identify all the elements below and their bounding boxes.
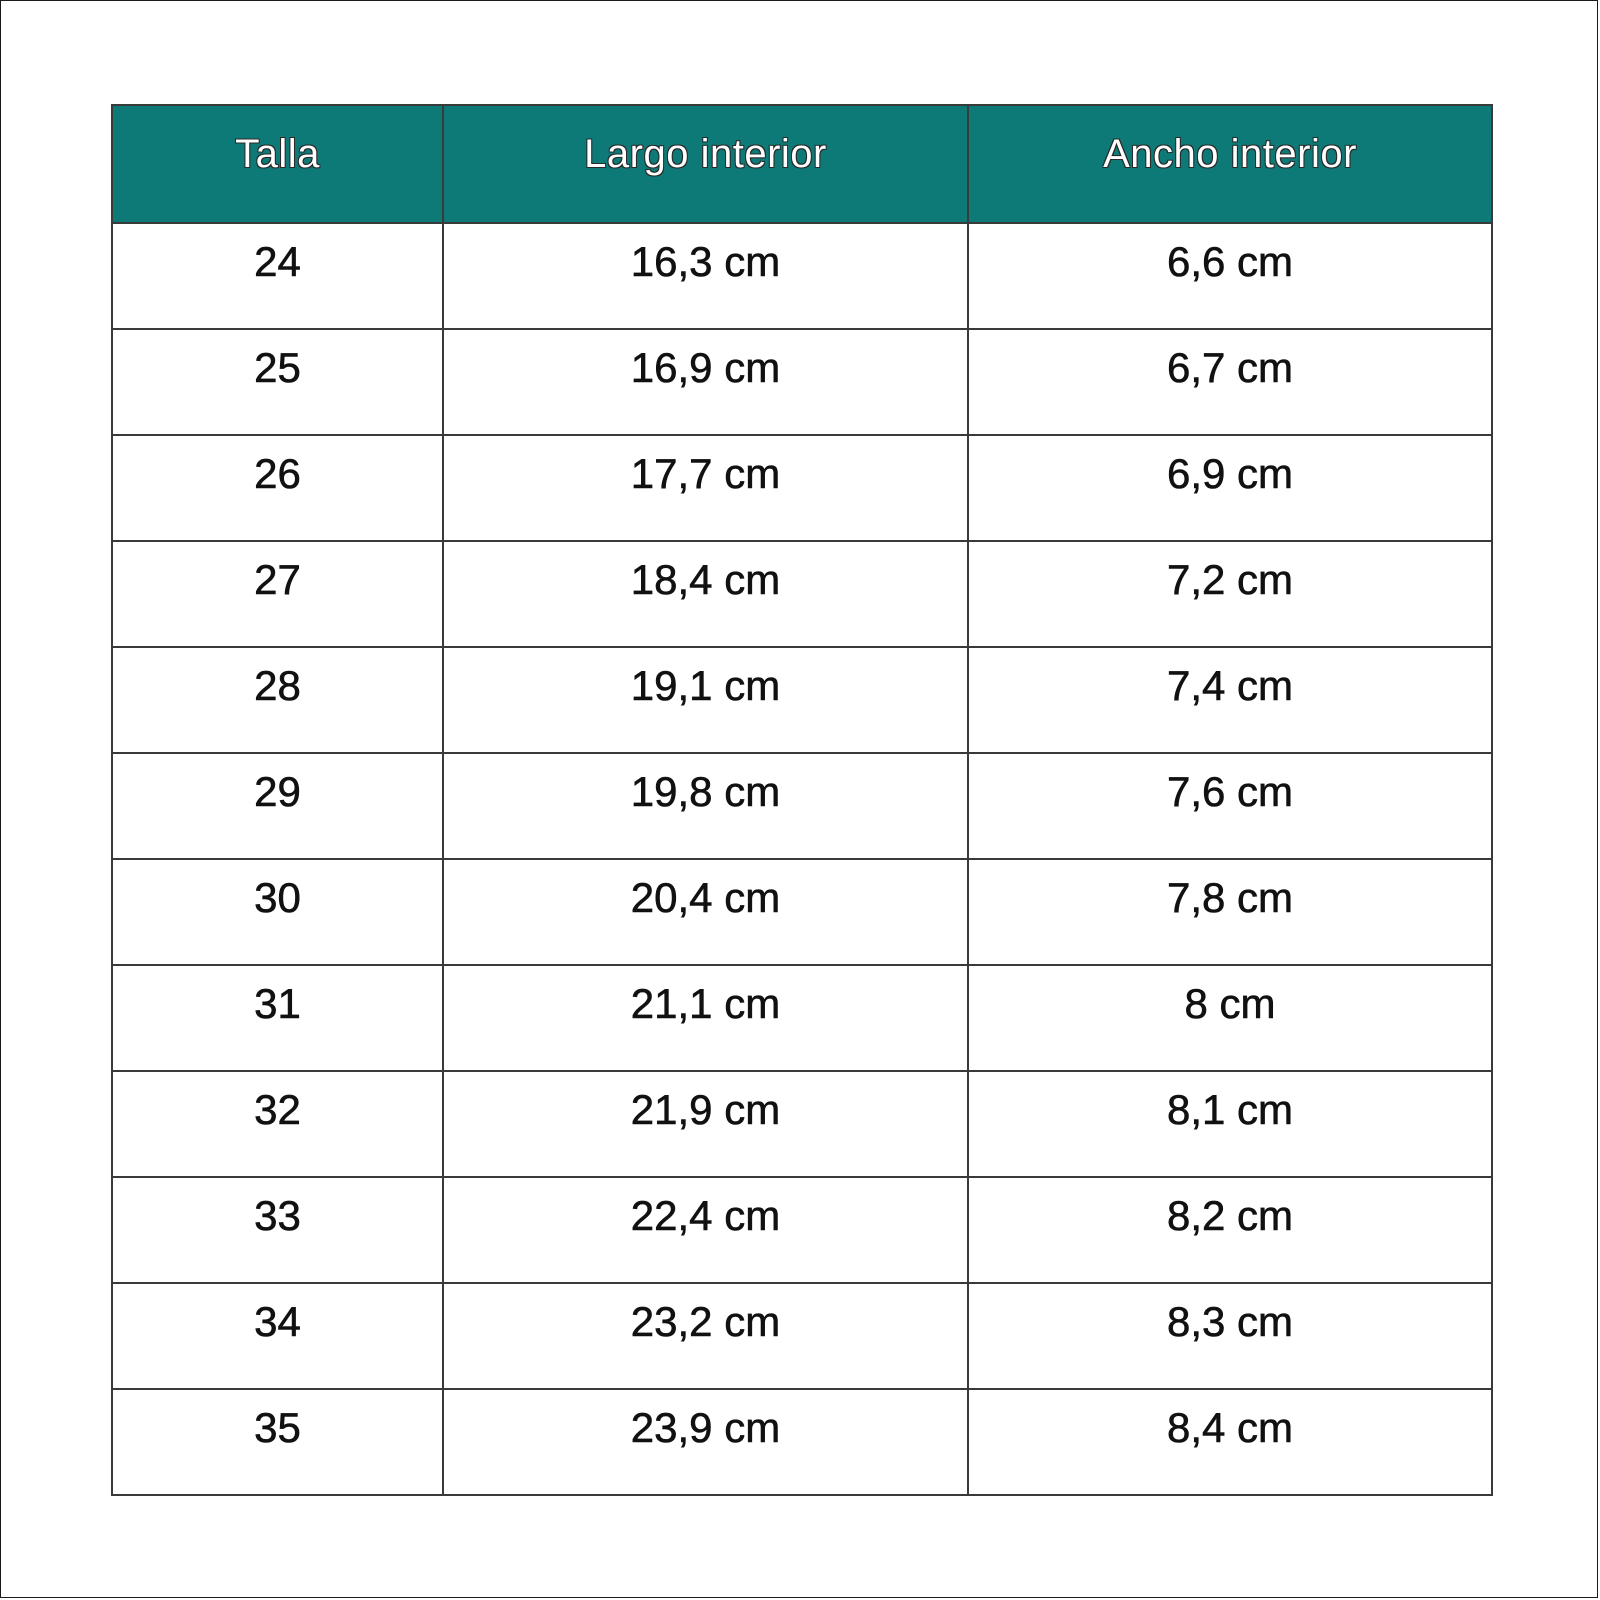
cell-largo: 17,7 cm <box>443 435 968 541</box>
cell-talla: 35 <box>112 1389 443 1495</box>
table-row <box>112 753 1492 859</box>
cell-talla: 34 <box>112 1283 443 1389</box>
size-chart-table <box>111 104 1493 1496</box>
cell-ancho: 6,7 cm <box>968 329 1492 435</box>
cell-largo: 22,4 cm <box>443 1177 968 1283</box>
header-row <box>112 105 1492 223</box>
cell-largo: 16,3 cm <box>443 223 968 329</box>
table-row <box>112 435 1492 541</box>
cell-ancho: 8 cm <box>968 965 1492 1071</box>
cell-ancho: 7,6 cm <box>968 753 1492 859</box>
cell-ancho: 8,3 cm <box>968 1283 1492 1389</box>
cell-ancho: 7,8 cm <box>968 859 1492 965</box>
header-ancho-interior: Ancho interior <box>968 105 1492 223</box>
header-talla: Talla <box>112 105 443 223</box>
cell-largo: 19,1 cm <box>443 647 968 753</box>
cell-talla: 28 <box>112 647 443 753</box>
table-row <box>112 1177 1492 1283</box>
cell-ancho: 8,4 cm <box>968 1389 1492 1495</box>
cell-talla: 24 <box>112 223 443 329</box>
cell-largo: 16,9 cm <box>443 329 968 435</box>
table-row <box>112 329 1492 435</box>
cell-ancho: 6,6 cm <box>968 223 1492 329</box>
cell-talla: 31 <box>112 965 443 1071</box>
cell-largo: 21,1 cm <box>443 965 968 1071</box>
header-largo-interior: Largo interior <box>443 105 968 223</box>
cell-talla: 33 <box>112 1177 443 1283</box>
table-row <box>112 965 1492 1071</box>
cell-talla: 25 <box>112 329 443 435</box>
cell-largo: 18,4 cm <box>443 541 968 647</box>
table-row <box>112 541 1492 647</box>
cell-talla: 32 <box>112 1071 443 1177</box>
cell-largo: 21,9 cm <box>443 1071 968 1177</box>
cell-ancho: 6,9 cm <box>968 435 1492 541</box>
table-row <box>112 1389 1492 1495</box>
cell-talla: 27 <box>112 541 443 647</box>
cell-ancho: 7,4 cm <box>968 647 1492 753</box>
cell-largo: 20,4 cm <box>443 859 968 965</box>
cell-ancho: 8,1 cm <box>968 1071 1492 1177</box>
cell-largo: 23,9 cm <box>443 1389 968 1495</box>
cell-talla: 30 <box>112 859 443 965</box>
table-row <box>112 859 1492 965</box>
cell-largo: 19,8 cm <box>443 753 968 859</box>
cell-talla: 29 <box>112 753 443 859</box>
table-row <box>112 1283 1492 1389</box>
table-row <box>112 1071 1492 1177</box>
table-row <box>112 223 1492 329</box>
table-header <box>112 105 1492 223</box>
cell-talla: 26 <box>112 435 443 541</box>
table-row <box>112 647 1492 753</box>
cell-largo: 23,2 cm <box>443 1283 968 1389</box>
cell-ancho: 7,2 cm <box>968 541 1492 647</box>
table-body <box>112 223 1492 1495</box>
cell-ancho: 8,2 cm <box>968 1177 1492 1283</box>
